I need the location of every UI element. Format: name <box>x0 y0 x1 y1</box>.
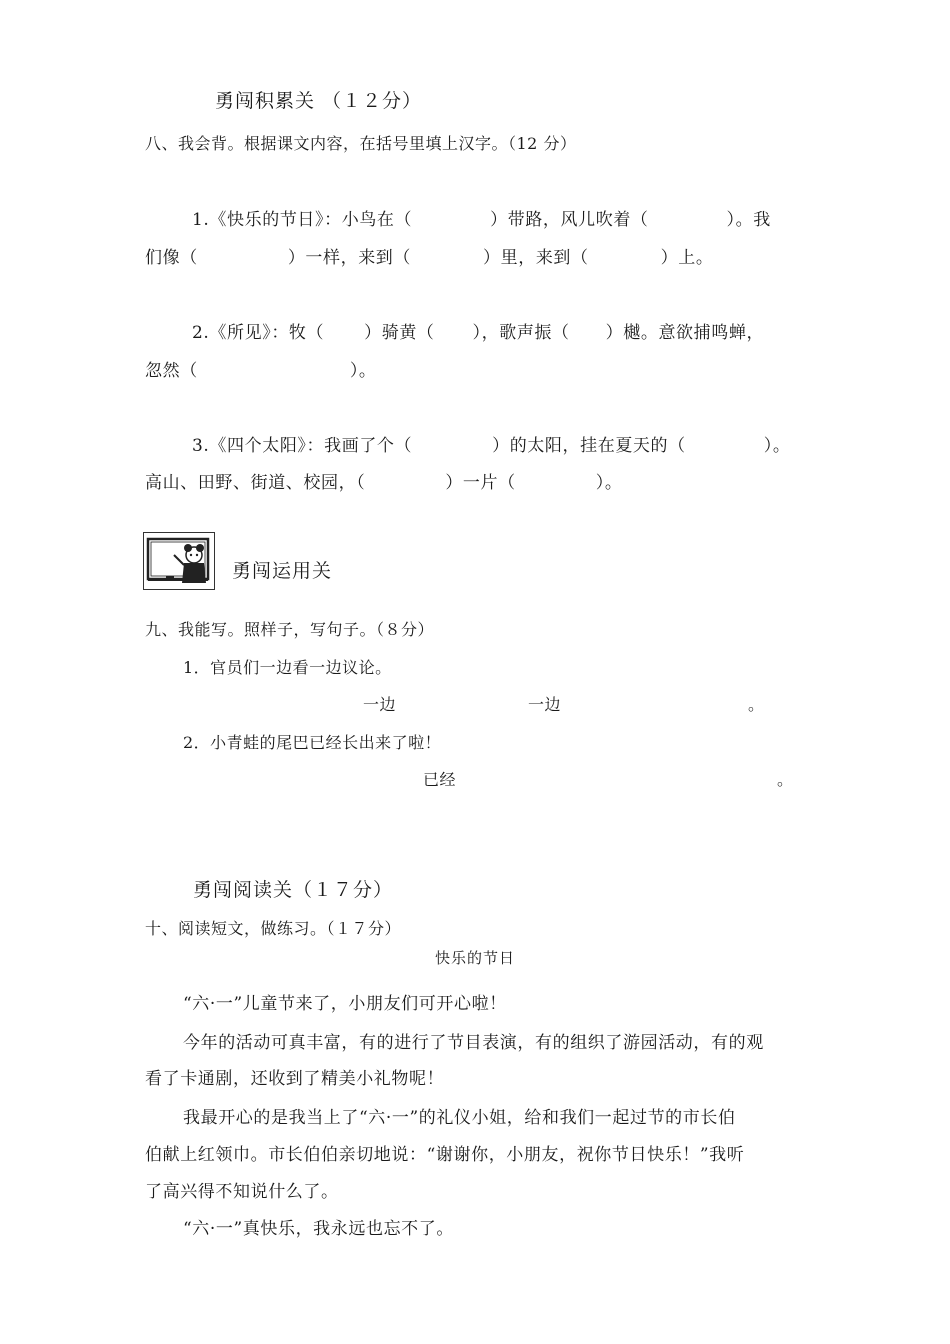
question-10-heading: 十、阅读短文，做练习。（１７分） <box>145 919 402 938</box>
question-9-heading: 九、我能写。照样子，写句子。（８分） <box>145 620 435 639</box>
q9-fill-1-b: 一边 <box>528 695 562 714</box>
text: ）。 <box>349 361 377 381</box>
text: ）。 <box>595 473 623 493</box>
text: 们像（ <box>145 248 198 268</box>
q8-item-2-line-1 <box>192 318 764 343</box>
section-title-application: 勇闯运用关 <box>232 560 333 582</box>
q9-fill-1-end: 。 <box>748 695 765 714</box>
text: ）骑黄（ <box>364 323 435 343</box>
q8-item-1-line-2 <box>145 243 713 268</box>
passage-paragraph-4: “六·一”真快乐，我永远也忘不了。 <box>183 1219 454 1239</box>
text: ）一片（ <box>445 473 516 493</box>
blackboard-teacher-icon-graphic <box>144 533 214 589</box>
section-title-accumulation: 勇闯积累关 （１２分） <box>215 90 423 112</box>
passage-paragraph-3-line-1: 我最开心的是我当上了“六·一”的礼仪小姐，给和我们一起过节的市长伯 <box>183 1108 736 1128</box>
text: 3.《四个太阳》：我画了个（ <box>192 436 413 456</box>
text: ）一样，来到（ <box>287 248 412 268</box>
passage-paragraph-3-line-3: 了高兴得不知说什么了。 <box>145 1182 339 1202</box>
q9-example-1: 1．官员们一边看一边议论。 <box>183 658 392 677</box>
q9-example-2: 2．小青蛙的尾巴已经长出来了啦！ <box>183 733 442 752</box>
passage-paragraph-2-line-2: 看了卡通剧，还收到了精美小礼物呢！ <box>145 1069 445 1089</box>
section-title-reading: 勇闯阅读关（１７分） <box>193 879 394 901</box>
text: ）带路，风儿吹着（ <box>490 210 649 230</box>
q9-fill-1-a: 一边 <box>363 695 397 714</box>
text: 2.《所见》：牧（ <box>192 323 325 343</box>
q8-item-2-line-2 <box>145 356 377 381</box>
passage-title: 快乐的节日 <box>434 949 515 967</box>
q9-fill-2: 已经 <box>423 770 457 789</box>
text: 高山、田野、街道、校园，（ <box>145 473 366 493</box>
q8-item-1-line-1 <box>192 205 771 230</box>
text: 忽然（ <box>145 361 198 381</box>
passage-paragraph-2-line-1: 今年的活动可真丰富，有的进行了节目表演，有的组织了游园活动，有的观 <box>183 1033 764 1053</box>
text: ）里，来到（ <box>483 248 589 268</box>
question-8-heading: 八、我会背。根据课文内容，在括号里填上汉字。（12 分） <box>145 134 577 153</box>
q9-fill-2-end: 。 <box>777 770 794 789</box>
text: ）上。 <box>660 248 714 268</box>
text: ）樾。意欲捕鸣蝉， <box>605 323 765 343</box>
text: ），歌声振（ <box>472 323 570 343</box>
blackboard-teacher-icon <box>143 532 215 590</box>
text: ）。我 <box>726 210 771 230</box>
text: 1.《快乐的节日》：小鸟在（ <box>192 210 413 230</box>
passage-paragraph-3-line-2: 伯献上红领巾。市长伯伯亲切地说：“谢谢你，小朋友，祝你节日快乐！”我听 <box>145 1145 745 1165</box>
q8-item-3-line-1 <box>192 431 790 456</box>
passage-paragraph-1: “六·一”儿童节来了，小朋友们可开心啦！ <box>183 994 507 1014</box>
q8-item-3-line-2 <box>145 468 622 493</box>
text: ）。 <box>763 436 791 456</box>
text: ）的太阳，挂在夏天的（ <box>492 436 686 456</box>
